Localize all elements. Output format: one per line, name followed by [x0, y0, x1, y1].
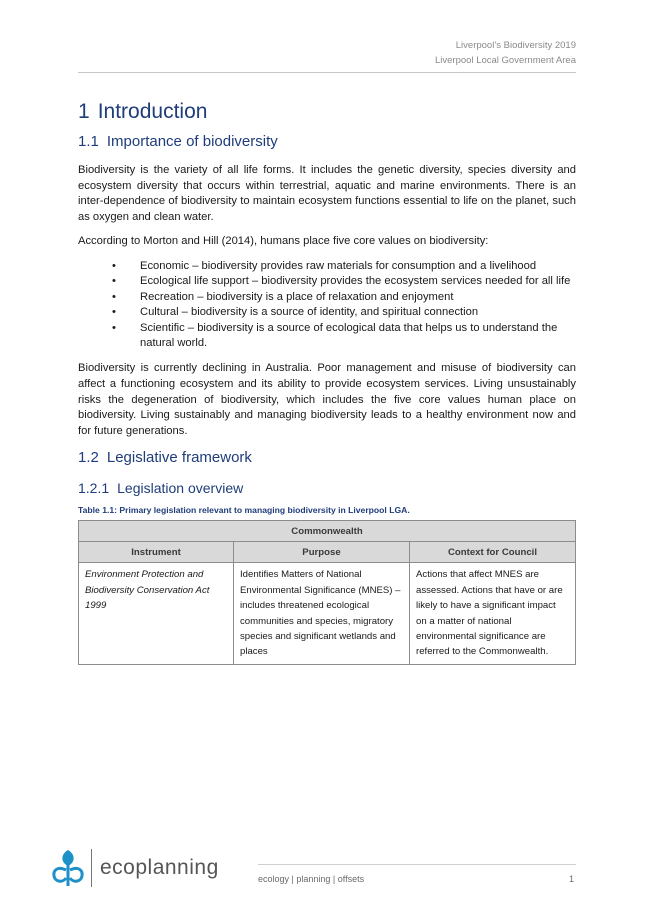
header-title: Liverpool’s Biodiversity 2019 — [455, 40, 576, 51]
section-heading-1 — [78, 98, 576, 126]
header-subtitle: Liverpool Local Government Area — [435, 55, 576, 66]
list-item: • Ecological life support – biodiversity provides the ecosystem services needed for all life — [78, 274, 576, 289]
section-number: 1.2 — [78, 449, 99, 467]
table-row — [79, 563, 576, 664]
legislation-table — [78, 520, 576, 664]
paragraph-core-values-intro: According to Morton and Hill (2014), humans place five core values on biodiversity: — [78, 235, 489, 248]
column-header-instrument: Instrument — [79, 542, 234, 563]
section-number: 1.2.1 — [78, 480, 110, 497]
section-title: Introduction — [97, 100, 208, 123]
cell-instrument: Environment Protection and Biodiversity Conservation Act 1999 — [79, 563, 234, 664]
list-item: • Scientific – biodiversity is a source of ecological data that helps us to understand the natural world. — [112, 321, 558, 349]
column-header-context: Context for Council — [410, 542, 576, 563]
list-item: • Recreation – biodiversity is a place of relaxation and enjoyment — [78, 290, 576, 305]
bullet-icon: • — [112, 259, 116, 272]
table-group-row — [79, 521, 576, 542]
footer-divider — [258, 864, 576, 865]
logo-divider — [91, 849, 92, 887]
section-title: Legislative framework — [106, 449, 252, 467]
table-header-row — [79, 542, 576, 563]
paragraph-decline: Biodiversity is currently declining in Australia. Poor management and misuse of biodiversity can affect a functioning ecosystem and its ability to provide ecosystem services. Living unsustainably risks the degeneration of biodiversity, which includes the five core values human place on biodiversity. Living sustainably and managing biodiversity leads to a healthy environment now and for future generations. — [78, 362, 576, 437]
section-title: Importance of biodiversity — [106, 133, 278, 150]
section-heading-1-2-1 — [78, 479, 576, 498]
list-item: • Cultural – biodiversity is a source of identity, and spiritual connection — [78, 305, 576, 320]
section-heading-1-2 — [78, 448, 576, 468]
header-divider — [78, 72, 576, 73]
section-number: 1 — [78, 100, 90, 123]
ecoplanning-logo-icon — [50, 848, 86, 888]
running-header — [435, 38, 576, 68]
section-number: 1.1 — [78, 133, 99, 150]
brand-name: ecoplanning — [100, 856, 219, 879]
footer-logo — [50, 848, 219, 888]
bullet-icon: • — [112, 290, 116, 303]
page-body — [78, 98, 576, 665]
table-group-header: Commonwealth — [79, 521, 576, 542]
column-header-purpose: Purpose — [234, 542, 410, 563]
list-item: • Economic – biodiversity provides raw materials for consumption and a livelihood — [78, 259, 576, 274]
bullet-icon: • — [112, 275, 116, 288]
paragraph-definition: Biodiversity is the variety of all life forms. It includes the genetic diversity, species diversity and ecosystem diversity that occurs within terrestrial, aquatic and marine environments. There is an inter-dependence of biodiversity to maintain ecosystem functions essential to life on the planet, such as oxygen and clean water. — [78, 164, 576, 223]
cell-purpose: Identifies Matters of National Environmental Significance (MNES) – includes threatened ecological communities and species, migratory species and significant wetlands and places — [234, 563, 410, 664]
section-heading-1-1 — [78, 132, 576, 152]
bullet-icon: • — [112, 306, 116, 319]
bullet-icon: • — [112, 321, 116, 334]
footer-tagline: ecology | planning | offsets — [258, 874, 365, 884]
page-number: 1 — [568, 874, 574, 884]
core-values-list — [78, 259, 576, 351]
table-caption: Table 1.1: Primary legislation relevant to managing biodiversity in Liverpool LGA. — [78, 505, 410, 516]
cell-context: Actions that affect MNES are assessed. Actions that have or are likely to have a significant impact on a matter of national environmental significance are referred to the Commonwealth. — [410, 563, 576, 664]
section-title: Legislation overview — [117, 480, 244, 497]
